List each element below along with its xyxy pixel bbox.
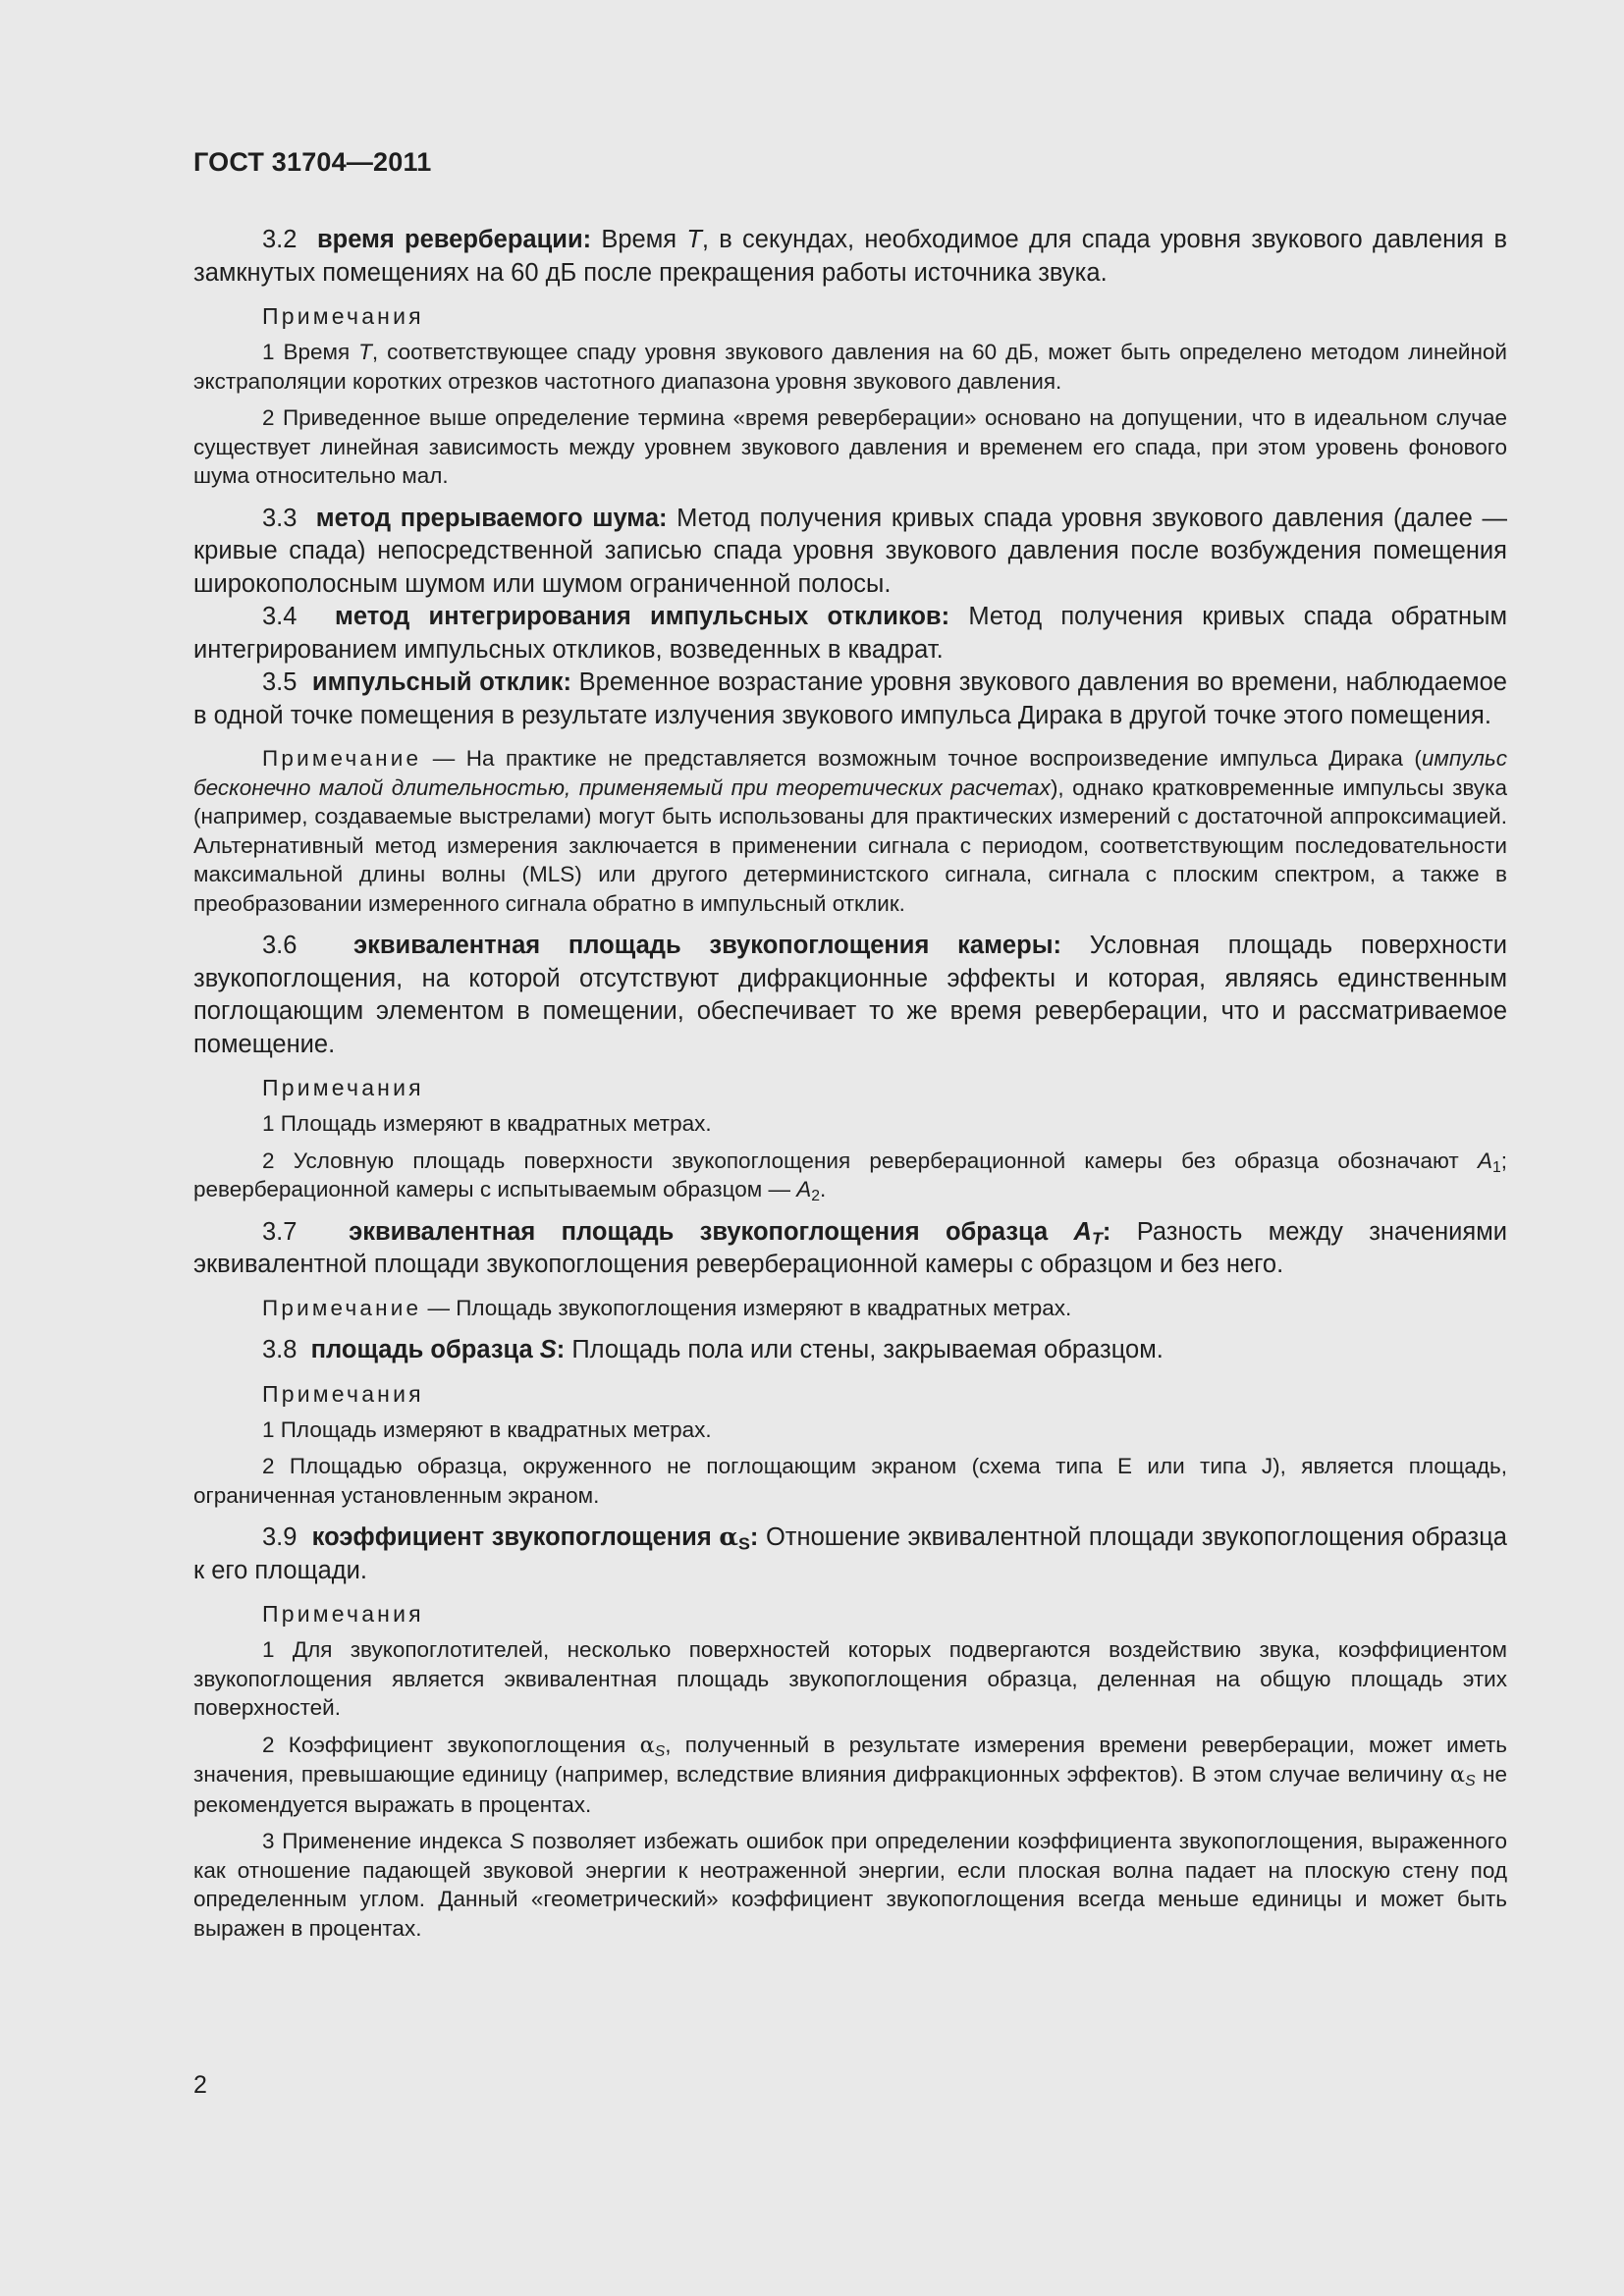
term-3-5 [193, 667, 1507, 732]
notes-heading: Примечания [262, 303, 424, 329]
term-definition: Разность между значениями эквивалентной площади звукопоглощения реверберационной камеры с образцом и без него. [193, 1217, 1507, 1278]
note-text: — Площадь звукопоглощения измеряют в квадратных метрах. [421, 1295, 1072, 1320]
term-name [311, 1336, 566, 1363]
note-3-9-3 [193, 1827, 1507, 1943]
note-text: 2 Условную площадь поверхности звукопоглощения реверберационной камеры без образца обозначают [262, 1148, 1478, 1173]
term-definition-cont: , в секундах, необходимое для спада уровня звукового давления в замкнутых помещениях на 60 дБ после прекращения работы источника звука. [193, 226, 1507, 287]
subscript: T [1091, 1227, 1103, 1248]
alpha-symbol: α [639, 1732, 655, 1758]
subscript: 1 [1491, 1158, 1501, 1176]
term-colon: : [749, 1523, 759, 1551]
term-colon: : [1102, 1217, 1111, 1246]
note-text-end: не рекомендуется выражать в процентах. [193, 1762, 1507, 1817]
note-italic-text: импульс бесконечно малой длительностью, применяемый при теоретических расчетах [193, 746, 1507, 800]
subscript: S [737, 1533, 750, 1554]
term-definition: Площадь пола или стены, закрываемая образцом. [565, 1336, 1164, 1363]
clause-number: 3.8 [262, 1336, 298, 1363]
term-definition: Временное возрастание уровня звукового давления во времени, наблюдаемое в одной точке помещения в результате излучения звукового импульса Дирака в другой точке этого помещения. [193, 668, 1507, 729]
document-body [193, 224, 1507, 1950]
note-3-2-2: 2 Приведенное выше определение термина «время реверберации» основано на допущении, что в идеальном случае существует линейная зависимость между уровнем звукового давления и временем его спада, при этом уровень фонового шума относительно мал. [193, 405, 1507, 488]
variable-symbol: T [358, 340, 372, 364]
clause-number: 3.5 [262, 668, 298, 696]
note-3-7 [193, 1294, 1507, 1323]
term-name [311, 1522, 759, 1554]
note-3-8-2: 2 Площадью образца, окруженного не поглощающим экраном (схема типа E или типа J), является площадь, ограниченная установленным экраном. [193, 1454, 1507, 1508]
clause-number: 3.2 [262, 226, 298, 253]
note-text-cont: ), однако кратковременные импульсы звука (например, создаваемые выстрелами) могут быть использованы для практических измерений с достаточной аппроксимацией. Альтернативный метод измерения заключается в применении сигнала с периодом, соответствующим последовательности максимальной длины волны (MLS) или другого детерминистского сигнала, сигнала с плоским спектром, а также в преобразовании измеренного сигнала обратно в импульсный отклик. [193, 774, 1507, 916]
term-name-text: площадь образца [310, 1336, 540, 1363]
subscript: S [654, 1742, 666, 1760]
term-name [349, 1218, 1110, 1246]
alpha-symbol: α [719, 1522, 738, 1552]
clause-number: 3.9 [262, 1523, 298, 1551]
page-number: 2 [193, 2071, 207, 2099]
note-text: 2 Коэффициент звукопоглощения [262, 1732, 640, 1757]
note-text-cont: , соответствующее спаду уровня звукового давления на 60 дБ, может быть определено методом линейной экстраполяции коротких отрезков частотного диапазона уровня звукового давления. [193, 340, 1508, 394]
term-name: эквивалентная площадь звукопоглощения камеры: [353, 932, 1061, 959]
notes-heading: Примечания [262, 1380, 424, 1407]
term-definition: Отношение эквивалентной площади звукопоглощения образца к его площади. [193, 1523, 1507, 1584]
term-3-2 [193, 224, 1507, 290]
notes-heading: Примечания [262, 1601, 424, 1627]
term-3-6 [193, 930, 1507, 1061]
note-3-6-2 [193, 1147, 1507, 1204]
document-header: ГОСТ 31704—2011 [193, 147, 432, 177]
note-text-cont: ; реверберационной камеры с испытываемым образцом — [193, 1148, 1507, 1201]
term-definition: Время [591, 226, 687, 253]
subscript: 2 [811, 1187, 820, 1204]
note-text-cont: , полученный в результате измерения времени реверберации, может иметь значения, превышающие единицу (например, вследствие влияния дифракционных эффектов). В этом случае величину [193, 1732, 1507, 1787]
term-name-text: эквивалентная площадь звукопоглощения образца [349, 1217, 1074, 1246]
term-name-text: коэффициент звукопоглощения [311, 1523, 720, 1551]
clause-number: 3.4 [262, 603, 298, 630]
note-3-8-1: 1 Площадь измеряют в квадратных метрах. [262, 1416, 712, 1442]
clause-number: 3.3 [262, 504, 298, 532]
note-3-9-1: 1 Для звукопоглотителей, несколько поверхностей которых подвергаются воздействию звука, коэффициентом звукопоглощения является эквивалентная площадь звукопоглощения образца, деленная на общую площадь этих поверхностей. [193, 1637, 1507, 1720]
term-definition: Метод получения кривых спада обратным интегрированием импульсных откликов, возведенных в квадрат. [193, 603, 1507, 664]
note-label: Примечание [262, 1295, 422, 1320]
term-name: метод интегрирования импульсных откликов: [334, 603, 950, 630]
term-name: метод прерываемого шума: [315, 504, 668, 532]
term-definition: Условная площадь поверхности звукопоглощения, на которой отсутствуют дифракционные эффекты и которая, являясь единственным поглощающим элементом в помещении, обеспечивает то же время реверберации, что и рассматриваемое помещение. [193, 932, 1507, 1058]
term-3-8 [193, 1334, 1507, 1367]
term-3-7 [193, 1216, 1507, 1282]
term-3-4 [193, 601, 1507, 667]
notes-heading: Примечания [262, 1075, 424, 1100]
note-3-5 [193, 744, 1507, 918]
note-text: 1 Время [262, 340, 359, 364]
variable-symbol: A [1477, 1148, 1492, 1173]
note-3-2-1 [193, 338, 1507, 396]
term-3-9 [193, 1522, 1507, 1587]
variable-symbol: S [539, 1336, 557, 1363]
note-text-cont: позволяет избежать ошибок при определении коэффициента звукопоглощения, выраженного как отношение падающей звуковой энергии к неотраженной энергии, если плоская волна падает на плоскую стену под определенным углом. Данный «геометрический» коэффициент звукопоглощения всегда меньше единицы и может быть выражен в процентах. [193, 1829, 1507, 1941]
note-text: 3 Применение индекса [262, 1829, 511, 1853]
variable-symbol: A [1073, 1217, 1092, 1246]
variable-symbol: T [686, 226, 702, 253]
term-name: импульсный отклик: [311, 668, 571, 696]
note-text: — На практике не представляется возможным точное воспроизведение импульса Дирака ( [421, 746, 1422, 771]
note-label: Примечание [262, 746, 422, 771]
alpha-symbol: α [1449, 1762, 1466, 1788]
term-name: время реверберации: [316, 226, 592, 253]
term-colon: : [556, 1336, 566, 1363]
variable-symbol: S [510, 1829, 525, 1853]
term-definition: Метод получения кривых спада уровня звукового давления (далее — кривые спада) непосредственной записью спада уровня звукового давления после возбуждения помещения широкополосным шумом или шумом ограниченной полосы. [193, 504, 1508, 598]
term-3-3 [193, 503, 1507, 602]
clause-number: 3.7 [262, 1217, 298, 1246]
variable-symbol: A [796, 1177, 812, 1201]
clause-number: 3.6 [262, 932, 298, 959]
note-3-9-2 [193, 1731, 1507, 1820]
note-3-6-1: 1 Площадь измеряют в квадратных метрах. [262, 1111, 712, 1136]
subscript: S [1465, 1772, 1476, 1789]
note-text-end: . [819, 1177, 827, 1201]
